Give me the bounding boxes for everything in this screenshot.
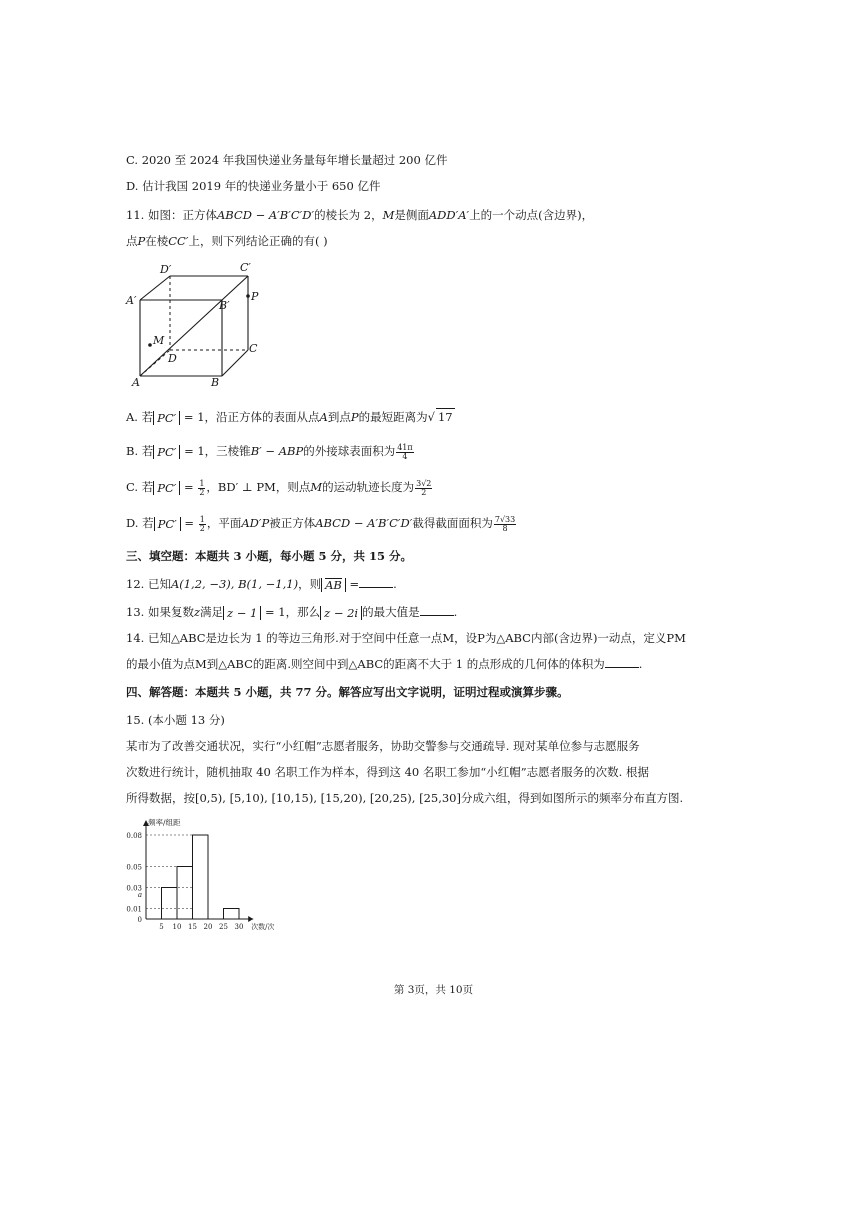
fraction xyxy=(396,444,413,461)
variable-z: z xyxy=(193,605,201,619)
q11-stem-text: 在棱 xyxy=(145,234,169,248)
fraction xyxy=(494,516,516,533)
point-m: M xyxy=(310,480,323,494)
y-axis-label: 频率/组距 xyxy=(148,818,181,827)
q11-option-a: A. 若 PC′ = 1，沿正方体的表面从点A到点P的最短距离为√ 17 xyxy=(126,410,453,425)
option-text: 到点 xyxy=(327,410,351,424)
cube-figure xyxy=(120,258,270,393)
fraction-den: 2 xyxy=(199,487,205,497)
x-tick-label: 5 xyxy=(159,923,164,931)
q12-text: = xyxy=(345,577,360,591)
abs-pc: PC′ xyxy=(153,411,180,425)
label-m: M xyxy=(153,334,165,347)
fraction-num: 41π xyxy=(397,442,413,452)
q14-text: . xyxy=(638,657,643,671)
answer-blank xyxy=(359,577,393,588)
option-text: 被正方体 xyxy=(269,516,316,530)
q11-point-m: M xyxy=(382,208,395,222)
option-text: ，平面 xyxy=(206,516,242,530)
label-c-prime: C′ xyxy=(240,261,251,274)
label-a-prime: A′ xyxy=(126,294,137,307)
q11-stem-text: 点 xyxy=(126,234,138,248)
abs-pc: PC′ xyxy=(153,481,180,495)
answer-blank xyxy=(420,605,454,616)
x-tick-label: 20 xyxy=(203,923,213,931)
q15-line3: 所得数据，按[0,5), [5,10), [10,15), [15,20), [20,25), [25,30]分成六组，得到如图所示的频率分布直方图. xyxy=(126,791,684,805)
tetrahedron-name: B′ − ABP xyxy=(250,444,304,458)
answer-blank xyxy=(605,657,639,668)
q13 xyxy=(126,604,457,620)
option-10d: D. 估计我国 2019 年的快递业务量小于 650 亿件 xyxy=(126,179,381,193)
q13-text: 13. 如果复数 xyxy=(126,605,194,619)
q13-text: . xyxy=(453,605,458,619)
q12-text: 12. 已知 xyxy=(126,577,171,591)
q13-text: 的最大值是 xyxy=(362,605,420,619)
q11-point-p: P xyxy=(137,234,146,248)
option-text: 的最短距离为 xyxy=(358,410,428,424)
q11-option-c xyxy=(126,479,433,497)
q11-cube-name: ABCD − A′B′C′D′ xyxy=(216,208,315,222)
option-text: = xyxy=(180,516,198,530)
q12-points: A(1,2, −3), B(1, −1,1) xyxy=(170,577,299,591)
cube-name: ABCD − A′B′C′D′ xyxy=(315,516,413,530)
fraction-den: 8 xyxy=(502,523,508,533)
variable-a-label: a xyxy=(137,891,142,899)
sqrt-value: 17 xyxy=(437,410,453,424)
histogram-bar xyxy=(224,909,240,920)
y-tick-label: 0.05 xyxy=(126,863,142,872)
vector-ab: AB xyxy=(325,578,342,592)
x-tick-label: 15 xyxy=(188,923,197,931)
q11-option-d xyxy=(126,515,517,533)
q15-head: 15. (本小题 13 分) xyxy=(126,713,225,727)
histogram-bar xyxy=(162,888,178,920)
abs-pc: PC′ xyxy=(153,445,180,459)
label-a: A xyxy=(132,376,140,389)
frequency-histogram xyxy=(118,815,278,935)
q15-line1: 某市为了改善交通状况，实行“小红帽”志愿者服务，协助交警参与交通疏导. 现对某单位参与志愿服务 xyxy=(126,739,640,753)
point-p: P xyxy=(350,410,359,424)
label-c: C xyxy=(249,342,258,355)
option-text: 截得截面面积为 xyxy=(412,516,493,530)
x-tick-label: 25 xyxy=(219,923,228,931)
histogram-bar xyxy=(177,867,193,920)
fraction-num: 1 xyxy=(199,514,205,524)
fraction-num: 1 xyxy=(199,478,205,488)
abs-pc: PC′ xyxy=(154,517,181,531)
y-tick-label: 0 xyxy=(137,916,142,924)
q11-stem-text: 上，则下列结论正确的有( ) xyxy=(188,234,328,248)
x-axis-arrow xyxy=(248,916,253,922)
q11-stem-text: 上的一个动点(含边界)， xyxy=(469,208,594,222)
fraction xyxy=(199,516,206,533)
q14-text: 的最小值为点M到△ABC的距离.则空间中到△ABC的距离不大于 1 的点形成的几何体的体积为 xyxy=(126,657,605,671)
label-p: P xyxy=(251,290,259,303)
option-text: 的外接球表面积为 xyxy=(303,444,396,458)
fraction-num: 7√33 xyxy=(494,514,516,524)
fraction-num: 3√2 xyxy=(416,478,432,488)
q14-line1: 14. 已知△ABC是边长为 1 的等边三角形.对于空间中任意一点M，设P为△ABC内部(含边界)一动点，定义PM xyxy=(126,631,686,645)
q11-stem-line1 xyxy=(126,207,593,223)
fraction xyxy=(415,480,432,497)
option-text: D. 若 xyxy=(126,516,154,530)
label-b: B xyxy=(211,376,220,389)
fraction-den: 2 xyxy=(421,487,427,497)
x-tick-label: 10 xyxy=(172,923,182,931)
q11-stem-text: 的棱长为 2， xyxy=(314,208,383,222)
q11-stem-text: 是侧面 xyxy=(394,208,429,222)
label-d: D xyxy=(168,352,177,365)
option-text: ，BD′ ⊥ PM，则点 xyxy=(206,480,311,494)
abs-expression: z − 1 xyxy=(223,606,261,620)
x-axis-label: 次数/次 xyxy=(251,923,275,931)
histogram-bar xyxy=(193,835,209,919)
q15-line2: 次数进行统计，随机抽取 40 名职工作为样本，得到这 40 名职工参加“小红帽”志愿者服务的次数. 根据 xyxy=(126,765,649,779)
label-d-prime: D′ xyxy=(160,263,172,276)
x-tick-label: 30 xyxy=(234,923,244,931)
option-text: A. 若 xyxy=(126,410,154,424)
q11-option-b xyxy=(126,443,415,461)
q12-text: ，则 xyxy=(298,577,322,591)
q12-text: . xyxy=(393,577,397,591)
q11-edge-name: CC′ xyxy=(168,234,189,248)
q11-stem-line2 xyxy=(126,233,328,249)
q14-line2 xyxy=(126,656,642,672)
option-text: C. 若 xyxy=(126,480,154,494)
option-text: B. 若 xyxy=(126,444,154,458)
q13-text: 满足 xyxy=(200,605,224,619)
fraction xyxy=(198,480,205,497)
abs-expression: z − 2i xyxy=(320,606,362,620)
label-b-prime: B′ xyxy=(219,299,230,312)
q12 xyxy=(126,576,397,592)
option-10c: C. 2020 至 2024 年我国快递业务量每年增长量超过 200 亿件 xyxy=(126,153,448,167)
section-3-heading: 三、填空题：本题共 3 小题，每小题 5 分，共 15 分。 xyxy=(126,549,413,563)
plane-name: AD′P xyxy=(241,516,270,530)
y-tick-label: 0.03 xyxy=(126,884,142,893)
q11-face-name: ADD′A′ xyxy=(428,208,470,222)
point-a: A xyxy=(319,410,328,424)
fraction-den: 4 xyxy=(402,451,408,461)
option-text: = 1，沿正方体的表面从点 xyxy=(180,410,320,424)
option-text: = xyxy=(180,480,198,494)
y-tick-label: 0.08 xyxy=(126,832,142,840)
option-text: 的运动轨迹长度为 xyxy=(322,480,415,494)
option-text: = 1，三棱锥 xyxy=(180,444,251,458)
page-footer: 第 3页，共 10页 xyxy=(393,984,474,996)
q13-text: = 1，那么 xyxy=(261,605,321,619)
section-4-heading: 四、解答题：本题共 5 小题，共 77 分。解答应写出文字说明，证明过程或演算步骤。 xyxy=(126,685,569,699)
y-tick-label: 0.01 xyxy=(126,905,142,914)
fraction-den: 2 xyxy=(199,523,205,533)
q11-stem-text: 11. 如图：正方体 xyxy=(126,208,217,222)
